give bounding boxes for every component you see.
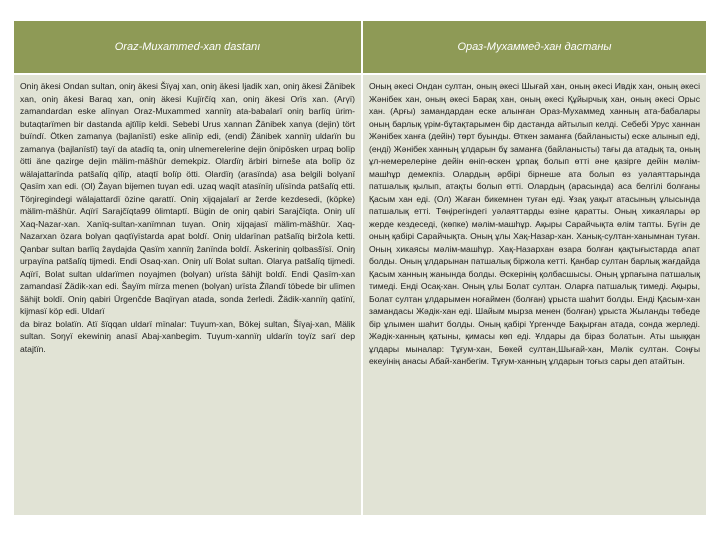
header-latin-title: Oraz-Muxammed-xan dastanı — [14, 21, 362, 73]
latin-text-paragraph: Oniŋ äkesi Ondan sultan, oniŋ äkesi Šïγaj xan, oniŋ äkesi Ijadik xan, oniŋ äkesi Žänibek xan, oniŋ äkesi Baraq xan, oniŋ äkesi Kujïrčïq xan, oniŋ äkesi Orïs xan. (Arγï) zamandardan eske alïnγan Oraz-Muxammed xannïŋ ata-babalarï oniŋ barlïq ürim-butaqtarïmen bir dastanda ajtïlïp keldi. Sebebi Urus xannan Žänibek xanγa (dejin) tört buïndï. Ötken zamanγa (bajlanïstï) eske alïnïp edi, (endi) Žänibek xannïŋ uldarïn bu zamanγa (bajlanïstï) tayï da atadïq ta, oniŋ ulnemerelerine dejin önipösken urpaq bolïp ötti äne qazirge dejin mälim-mäšhür demekpiz. Olardïŋ ärbiri birneše ata bolïp öz wälajattarïnda patšalïq qïlïp, ataqtï bolïp ötti. Olardïŋ (arasïnda) asa belgili bolγanï Qasïm xan edi. (Ol) Žayan bijemen tuγan edi. uzaq waqït atasïnïŋ ulïsïnda patšalïq etti. Töŋiregindegi wälajattardï özine qarattï. Oniŋ xijqajalarï ar žerde kezdesedi, (köpke) mälim-mäšhür. Aqïrï Sarajčïqta99 ölimtaptï. Bügin de oniŋ qabiri Sarajčïqta. Oniŋ ulï Xaq-Nazar-xan. Xanïq-sultan-xanïmnan tuγan. Oniŋ xijqajasï mälim-mäšhür. Xaq-Nazarxan özara bolγan qaqtïγïstarda apat boldï. Oniŋ uldarïnan patšalïq biržola ketti. Qanbar sultan barlïq žaγdajda Qasïm xannïŋ žanïnda boldï. Äskeriniŋ qolbasšïsï. Oniŋ urpaγïna patšalïq tijmedi. Endi Osaq-xan. Oniŋ ulï Bolat sultan. Olarγa patšalïq tijmedi. Aqïrï, Bolat sultan uldarïmen noyajmen (bolγan) urïsta šähijt boldï. Endi Qasïm-xan zamandasï Žädik-xan edi. Šayïm mïrza menen (bolγan) urïsta Žïlandï töbede bir ulïmen šähijt boldï. Oniŋ qabiri Ürgenčde Baqïrγan atada, sonda žerledi. Žädik-xannïŋ qatïnï, kijmasï köp edi. Uldarï da biraz bolatïn. Atï šïqqan uldarï mïnalar: Tuγum-xan, Bökej sultan, Šïγaj-xan, Mälik sultan. Soŋγï ekewiniŋ anasï Abaj-xanbegim. Tuγum-xannïŋ uldarïn toγïz sarï dep atajtïn. — [20, 81, 355, 354]
dastan-table — [14, 21, 706, 515]
cyrillic-text-paragraph: Оның әкесі Ондан султан, оның әкесі Шығай хан, оның әкесі Ивдік хан, оның әкесі Жәнібек хан, оның әкесі Барақ хан, оның әкесі Құйырчық хан, оның әкесі Орыс хан. (Арғы) замандардан еске алынған Ораз-Мухаммед ханның ата-бабалары оның барлық үрім-бұтақтарымен бір дастанда айтылып келді. Себебі Урус ханнан Жәнібек ханға (дейін) төрт буынды. Өткен заманға (байланысты) еске алынып еді, (енді) Жәнібек ханның ұлдарын бұ заманға (байланысты) тағы да атадық та, оның ұл-немерелеріне дейін өніп-өскен ұрпақ болып өтті әне қазірге дейін мәлім-машһұр демекпіз. Олардың әрбірі бірнеше ата болып өз уәлаяттарында патшалық қылып, атақты болып өтті. Олардың (арасында) аса белгілі болғаны Қасым хан еді. (Ол) Жаған бикемнен туған еді. Ұзақ уақыт атасының ұлысында патшалық етті. Төңірегіндегі уәлаяттарды өзіне қаратты. Оның хикаялары әр жерде кездеседі, (көпке) мәлім-машһұр. Ақыры Сарайчықта өлім тапты. Бүгін де оның қабірі Сарайчықта. Оның ұлы Хақ-Назар-хан. Ханық-султан-ханымнан туған. Оның хикаясы мәлім-машһұр. Хақ-Назархан өзара болған қақтығыстарда апат болды. Оның ұлдарынан патшалық біржола кетті. Қанбар султан барлық жағдайда Қасым ханның жанында болды. Әскерінің қолбасшысы. Оның ұрпағына патшалық тимеді. Енді Осақ-хан. Оның ұлы Болат султан. Оларға патшалық тимеді. Ақыры, Болат султан ұлдарымен ноғаймен (болған) ұрыста шаһит болды. Енді Қасым-хан замандасы Жәдік-хан еді. Шайым мырза менен (болған) ұрыста Жыланды төбеде бір ұлымен шаһит болды. Оның қабірі Үргенчде Бақырған атада, сонда жерледі. Жәдік-ханның қатыны, қимасы көп еді. Ұлдары да біраз болатын. Аты шыққан ұлдары мыналар: Тұғум-хан, Бөкей султан,Шығай-хан, Мәлік султан. Соңғы екеуінің анасы Абай-ханбегім. Тұғум-ханның ұлдарын тоғыз сары деп атайтын. — [369, 81, 700, 366]
header-cyrillic-title: Ораз-Мухаммед-хан дастаны — [362, 21, 706, 73]
latin-text-cell — [14, 73, 362, 515]
cyrillic-text-cell — [362, 73, 706, 515]
